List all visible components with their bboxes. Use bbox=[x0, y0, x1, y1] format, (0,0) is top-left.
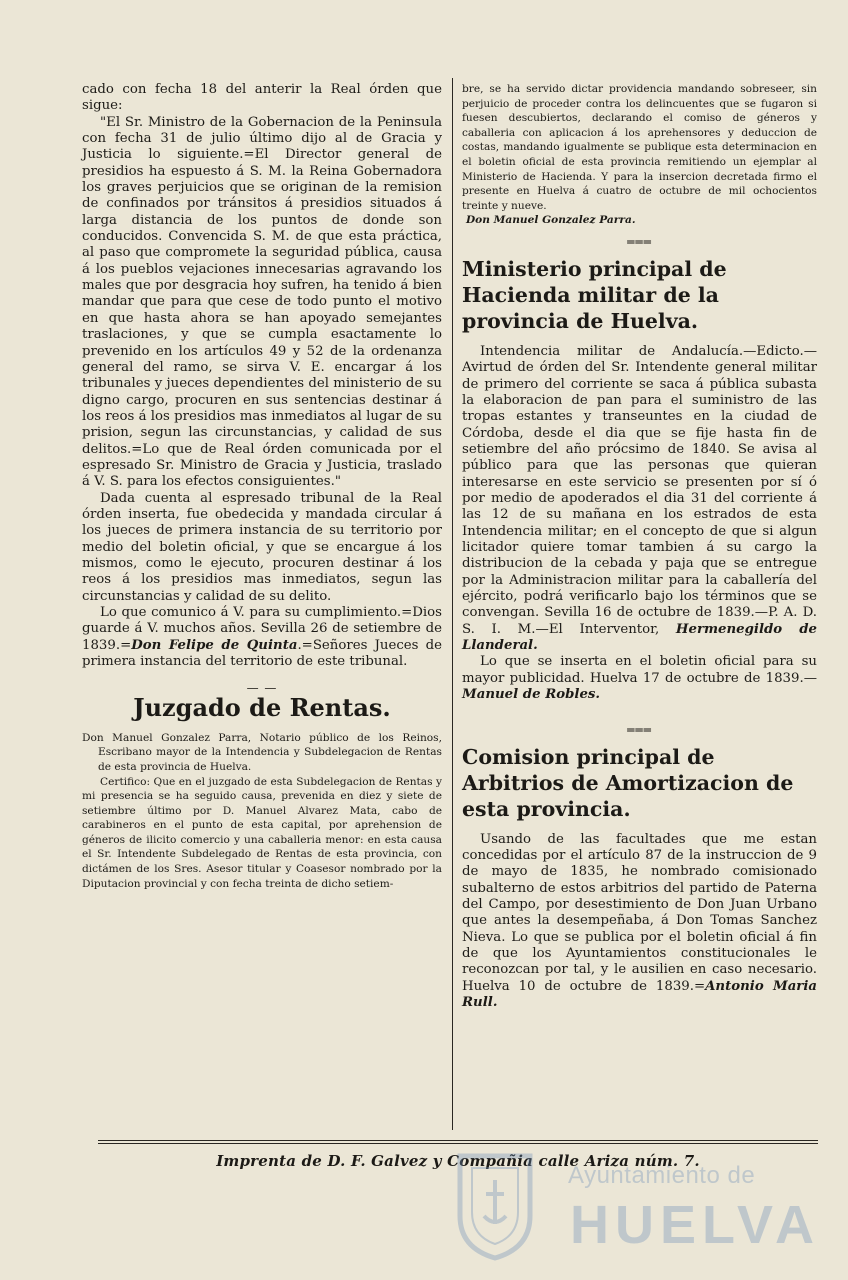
paragraph-text: Lo que se inserta en el boletin oficial para su mayor publicidad. Huelva 17 de octubre de 1839.— bbox=[462, 654, 817, 686]
paragraph: "El Sr. Ministro de la Gobernacion de la Peninsula con fecha 31 de julio último dijo al de Gracia y Justicia lo siguiente.=El Director general de presidios ha espuesto á S. M. la Reina Gobernadora los graves perjuicios que se originan de la remision de confinados por tránsitos á presidios situados á larga distancia de los puntos de donde son conducidos. Convencida S. M. de que esta práctica, al paso que compromete la seguridad pública, causa á los pueblos vejaciones innecesarias agravando los males que por desgracia hoy sufren, ha tenido á bien mandar que para que cese de todo punto el motivo en que hasta ahora se han apoyado semejantes traslaciones, y que se cumpla esactamente lo prevenido en los artículos 49 y 52 de la ordenanza general del ramo, se sirva V. E. encargar á los tribunales y jueces dependientes del ministerio de su digno cargo, procuren en sus sentencias destinar á los reos á los presidios mas inmediatos al lugar de su prision, segun las circunstancias, y calidad de sus delitos.=Lo que de Real órden comunicada por el espresado Sr. Ministro de Gracia y Justicia, traslado á V. S. para los efectos consiguientes." bbox=[82, 114, 442, 490]
signature: Antonio Maria Rull. bbox=[462, 978, 817, 1010]
paragraph-text: Intendencia militar de Andalucía.—Edicto.—Avirtud de órden del Sr. Intendente general militar de primero del corriente se saca á pública subasta la elaboracion de pan para el suministro de las tropas estantes y transeuntes en la ciudad de Córdoba, desde el dia que se fije hasta fin de setiembre del año prócsimo de 1840. Se avisa al público para que las personas que quieran interesarse en este servicio se presenten por sí ó por medio de apoderados el dia 31 del corriente á las 12 de su mañana en los estrados de esta Intendencia militar; en el concepto de que si algun licitador quiere tomar tambien á su cargo la distribucion de la cebada y paja que se entregue por la Administracion militar para la caballería del ejército, podrá verificarlo bajo los términos que se convengan. Sevilla 16 de octubre de 1839.—P. A. D. S. I. M.—El Interventor, bbox=[462, 343, 817, 637]
footer-rule bbox=[98, 1143, 818, 1144]
signature: Hermenegildo de Llanderal. bbox=[462, 621, 818, 654]
left-column bbox=[82, 82, 442, 891]
signature-text: Don Manuel Gonzalez Parra. bbox=[466, 214, 636, 227]
footer-rule bbox=[98, 1140, 818, 1141]
signature: Manuel de Robles. bbox=[462, 687, 601, 703]
watermark bbox=[440, 1150, 840, 1270]
paragraph bbox=[462, 344, 817, 655]
shield-icon bbox=[450, 1150, 540, 1262]
ornament-divider: — — bbox=[246, 681, 278, 696]
watermark-line: HUELVA bbox=[570, 1195, 820, 1255]
ornament-divider: ═══ bbox=[627, 722, 652, 737]
paragraph: Dada cuenta al espresado tribunal de la Real órden inserta, fue obedecida y mandada circular á los jueces de primera instancia de su territorio por medio del boletin oficial, y que se encargue á los mismos, como le ejecuto, procuren destinar á los reos á los presidios mas inmediatos, segun las circunstancias y calidad de su delito. bbox=[82, 490, 442, 604]
paragraph: bre, se ha servido dictar providencia mandando sobreseer, sin perjuicio de proceder contra los delincuentes que se fugaron si fuesen descubiertos, declarando el comiso de géneros y caballeria con aplicacion á los aprehensores y deduccion de costas, mandando igualmente se publique esta determinacion en el boletin oficial de esta provincia remitiendo un ejemplar al Ministerio de Hacienda. Y para la insercion decretada firmo el presente en Huelva á cuatro de octubre de mil ochocientos treinte y nueve. bbox=[462, 83, 817, 212]
section-title: Juzgado de Rentas. bbox=[133, 693, 391, 723]
right-column bbox=[462, 82, 817, 1011]
column-divider bbox=[452, 78, 453, 1130]
signature: Don Felipe de Quinta bbox=[131, 637, 298, 653]
paragraph bbox=[462, 832, 817, 1012]
paragraph: cado con fecha 18 del anterir la Real órden que sigue: bbox=[82, 82, 442, 114]
signature bbox=[462, 213, 817, 228]
paragraph bbox=[462, 654, 817, 703]
paragraph-text: Lo que comunico á V. para su cumplimiento.=Dios guarde á V. muchos años. Sevilla 26 de setiembre de 1839.= bbox=[82, 605, 442, 653]
paragraph bbox=[82, 605, 442, 670]
paragraph-text: .=Señores Jueces de primera instancia del territorio de este tribunal. bbox=[82, 637, 442, 670]
paragraph-text: Usando de las facultades que me estan concedidas por el artículo 87 de la instruccion de 9 de mayo de 1835, he nombrado comisionado subalterno de estos arbitrios del partido de Paterna del Campo, por desestimiento de Don Juan Urbano que antes la desempeñaba, á Don Tomas Sanchez Nieva. Lo que se publica por el boletin oficial á fin de que los Ayuntamientos constitucionales le reconozcan por tal, y le ausilien en caso necesario. Huelva 10 de octubre de 1839.= bbox=[462, 831, 817, 994]
printer-imprint: Imprenta de D. F. Galvez y Compañia calle Ariza núm. 7. bbox=[216, 1152, 700, 1170]
section-title: Ministerio principal de Hacienda militar de la provincia de Huelva. bbox=[462, 256, 727, 333]
section-title: Comision principal de Arbitrios de Amortizacion de esta provincia. bbox=[462, 744, 794, 821]
paragraph: Don Manuel Gonzalez Parra, Notario público de los Reinos, Escribano mayor de la Intendencia y Subdelegacion de Rentas de esta provincia de Huelva. bbox=[82, 731, 442, 773]
watermark-line: Ayuntamiento de bbox=[568, 1162, 756, 1189]
ornament-divider: ═══ bbox=[627, 234, 652, 249]
paragraph: Certifico: Que en el juzgado de esta Subdelegacion de Rentas y mi presencia se ha seguido causa, prevenida en diez y siete de setiembre último por D. Manuel Alvarez Mata, cabo de carabineros en el punto de esta capital, por aprehension de géneros de ilicito comercio y una caballeria menor: en esta causa el Sr. Intendente Subdelegado de Rentas de esta provincia, con dictámen de los Sres. Asesor titular y Coasesor nombrado por la Diputacion provincial y con fecha treinta de dicho setiem- bbox=[82, 775, 442, 890]
